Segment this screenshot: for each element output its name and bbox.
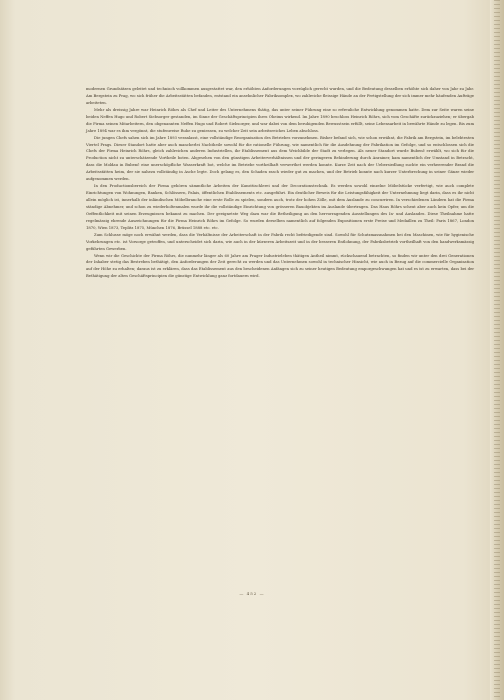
body-text <box>86 86 474 280</box>
paragraph-2: Mehr als dreissig Jahre war Heinrich Röhrs als Chef und Leiter des Unternehmens thätig, das unter seiner Führung eine so erfreuliche Entwicklung genommen hatte. Dem zur Seite waren seine beiden Neffen Hugo und Robert Siebsorger gestanden, im Sinne der Geschäftsprincipien ihres Oheims wirkend. Im Jahre 1890 beschloss Heinrich Röhrs, sich vom Geschäfte zurückzuziehen; er übergab die Firma seinen Mitarbeitern, den obgenannten Neffen Hugo und Robert Siebsorger, und war dabei von dem beruhigenden Bewusstsein erfüllt, seine Lebensarbeit in bewährte Hände zu legen. Bis zum Jahre 1894 war es ihm vergönnt, die stufenweise Ruhe zu geniessen, zu welcher Zeit sein arbeitsreiches Leben abschloss. <box>86 107 474 133</box>
paragraph-1: modernen Grundsätzen geleitet und technisch vollkommen ausgestattet war, den erhöhten Anforderungen vorzüglich gerecht wurden, und die Bedeutung desselben erhöhte sich daher von Jahr zu Jahr. Am Bergstein zu Prag, wo sich früher die Arbeitsstätten befanden, entstand ein ansehnlicher Fabriksomplex, wo zahlreiche fleissige Hände an der Fertigstellung der sich immer mehr häufenden Aufträge arbeiteten. <box>86 87 474 105</box>
paragraph-3: Die jungen Chefs sahen sich im Jahre 1893 veranlasst, eine vollständige Reorganisation des Betriebes vorzunehmen. Bisher befand sich, wie schon erwähnt, die Fabrik am Bergstein, im belebtesten Viertel Prags. Dieser Standort hatte aber auch mancherlei Nachtheile sowohl für die rationelle Führung, wie namentlich für die Ausdehnung der Fabrikation im Gefolge, und so entschlossen sich die Chefs der Firma Heinrich Röhrs, gleich zahlreichen anderen Industriellen, ihr Etablissement aus dem Weichbilde der Stadt zu verlegen. Als neuer Standort wurde Bubenč erwählt, wo sich für die Production nicht zu unterschätzende Vortheile boten. Abgesehen von den günstigen Arbeiterverhältnissen und der geringeren Behinderung durch Anrainer, kam namentlich der Umstand in Betracht, dass die Moldau in Bubenč eine unerschöpfliche Wasserkraft bot, welche im Betriebe vortheilhaft verwerthet werden konnte. Kurze Zeit nach der Uebersiedlung suchte ein verheerender Brand die Arbeitsstätten heim, der sie nahezu vollständig in Asche legte. Doch gelang es, den Schaden rasch wieder gut zu machen, und der Betrieb konnte nach kurzer Unterbrechung in seiner Gänze wieder aufgenommen werden. <box>86 135 474 182</box>
paragraph-6: Wenn wir die Geschichte der Firma Röhrs, die nunmehr länger als 60 Jahre am Prager Industrieleben thätigen Antheil nimmt, rückschauend betrachten, so finden wir unter den drei Generationen der Inhaber stetig das Bestreben bethätigt, den Anforderungen der Zeit gerecht zu werden und das Unternehmen sowohl in technischer Hinsicht, wie auch in Bezug auf die commercielle Organisation auf der Höhe zu erhalten; daraus ist zu erklären, dass das Etablissement aus den bescheidenen Anfängen sich zu seiner heutigen Bedeutung emporgeschwungen hat und es ist zu erwarten, dass bei der Bethätigung der alten Geschäftsprincipien die günstige Entwicklung ganz fortdauern wird. <box>86 253 474 279</box>
scan-ruler <box>494 0 500 700</box>
paragraph-5: Zum Schlusse möge noch erwähnt werden, dass die Verhältnisse der Arbeiterschaft in der Fabrik recht befriedigende sind. Sowohl für Schutzmassnahmen bei den Maschinen, wie für hygienische Vorkehrungen etc. ist Vorsorge getroffen, und unterscheidet sich darin, wie auch in der kürzeren Arbeitszeit und in der besseren Entlohnung, der Fabriksbetrieb vortheilhaft von den handwerksmässig geführten Gewerben. <box>86 232 474 251</box>
paragraph-4: In den Productionsbereich der Firma gehören sämmtliche Arbeiten der Kunsttischlerei und der Decorationstechnik. Es werden sowohl einzelne Möbelstücke verfertigt, wie auch complete Einrichtungen von Wohnungen, Banken, Schlössern, Palais, öffentlichen Etablissements etc. ausgeführt. Ein deutlicher Beweis für die Leistungsfähigkeit der Unternehmung liegt darin, dass es ihr nicht allein möglich ist, innerhalb der inländischen Möbelbranche eine erste Rolle zu spielen, sondern auch, trotz der hohen Zölle, mit dem Auslande zu concurriren. In verschiedenen Ländern hat die Firma ständige Abnehmer, und schon zu wiederholtenmalen wurde ihr die vollständige Einrichtung von grösseren Bauobjekten im Auslande übertragen. Das Haus Röhrs scheut aber auch kein Opfer, um die Oeffentlichkeit mit seinen Erzeugnissen bekannt zu machen. Der geeignetste Weg dazu war die Betheiligung an den hervorragenden Ausstellungen des In- und Auslandes. Diese Theilnahme hatte regelmässig ehrende Auszeichnungen für die Firma Heinrich Röhrs im Gefolge. So wurden derselben namentlich auf folgenden Expositionen erste Preise und Medaillen zu Theil: Paris 1867, London 1870, Wien 1873, Teplitz 1875, München 1876, Brüssel 1888 etc. etc. <box>86 184 474 230</box>
page-number: — 452 — <box>239 591 265 596</box>
